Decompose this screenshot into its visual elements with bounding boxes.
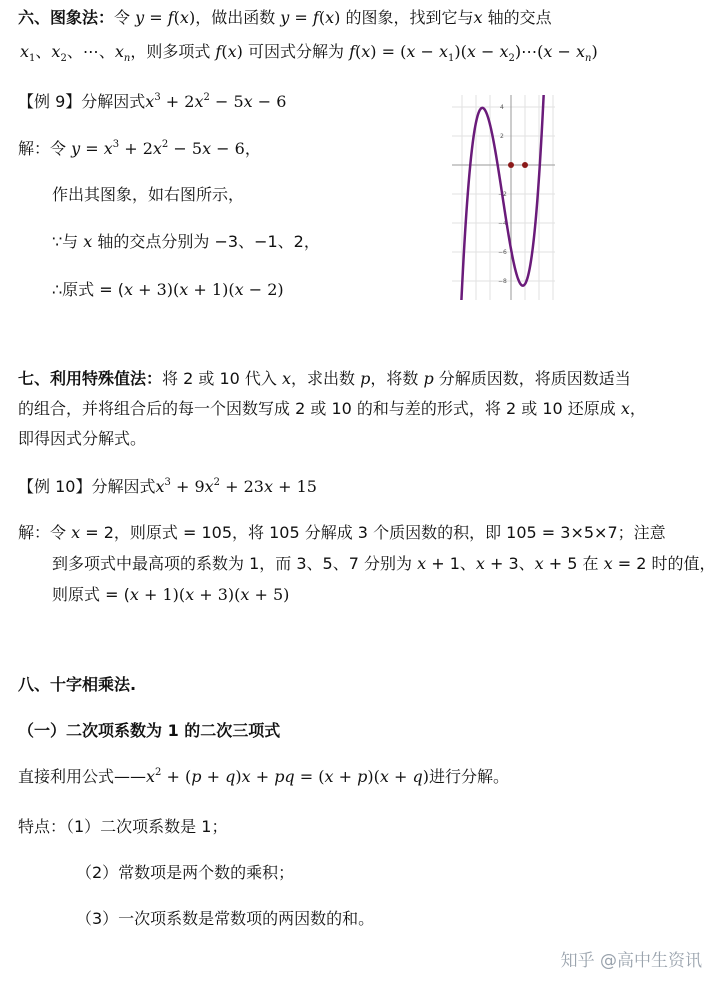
cubic-curve [461,95,544,300]
y-tick-label: −4 [498,220,507,227]
ex9-label: 【例 9】分解因式 [18,92,146,111]
s7-line1: 七、利用特殊值法：将 2 或 10 代入 x，求出数 p，将数 p 分解质因数，将质因数适当 [18,369,631,388]
s6-heading: 六、图象法： [18,8,115,27]
y-tick-label: −2 [498,191,507,198]
ex10-title: 【例 10】分解因式$x^3 + 9x^2 + 23x + 15$ [18,477,317,496]
y-tick-label: −8 [498,278,507,285]
ex9-title: 【例 9】分解因式$x^3 + 2x^2 - 5x - 6$ [18,92,287,111]
s7-line3: 即得因式分解式。 [18,429,147,448]
ex9-solution: 解：令 $y = x^3 + 2x^2 - 5x - 6$， [18,139,261,158]
feature-2: （2）常数项是两个数的乘积； [76,863,295,882]
ex9-step1: 作出其图象，如右图所示， [52,185,245,204]
s8-formula: 直接利用公式$——x^2 + (p + q)x$ + pq = (x + p)(x + q)进行分解。 [18,767,509,786]
y-tick-label: 4 [500,104,504,111]
y-tick-label: −6 [498,249,507,256]
ex10-line3: 则原式 = (x + 1)(x + 3)(x + 5) [52,585,290,604]
feature-1: 特点：（1）二次项系数是 1； [18,817,228,836]
ex10-line1: 解：令 x = 2，则原式 = 105，将 105 分解成 3 个质因数的积，即 105 = 3×5×7；注意 [18,523,666,542]
cubic-graph [452,95,555,300]
ex9-step2: ∵与 x 轴的交点分别为 −3、−1、2， [52,232,320,251]
feature-3: （3）一次项系数是常数项的两因数的和。 [76,909,375,928]
ex10-label: 【例 10】分解因式 [18,477,156,496]
s7-heading: 七、利用特殊值法： [18,369,163,388]
watermark: 知乎 @高中生资讯 [560,951,702,971]
s7-line2: 的组合，并将组合后的每一个因数写成 2 或 10 的和与差的形式，将 2 或 10 还原成 x， [18,399,646,418]
s6-line1: 六、图象法：令 y = f(x)，做出函数 y = f(x) 的图象，找到它与x 轴的交点 [18,8,552,27]
ex10-line2: 到多项式中最高项的系数为 1，而 3、5、7 分别为 x + 1、x + 3、x + 5 在 x = 2 时的值， [52,554,716,573]
s6-line2: $x_1$、$x_2$、⋯、$x_n$，则多项式 f(x) 可因式分解为 $f(x) = (x - x_1)(x$ − $x_2)\cdots(x - x_n)$ [20,42,598,64]
ex9-step3: ∴原式 = (x + 3)(x + 1)(x − 2) [52,280,284,299]
s8-subheading: （一）二次项系数为 1 的二次三项式 [18,721,281,740]
s8-heading: 八、十字相乘法. [18,675,137,694]
root-point [522,162,528,168]
root-point [508,162,514,168]
y-tick-label: 2 [500,133,504,140]
